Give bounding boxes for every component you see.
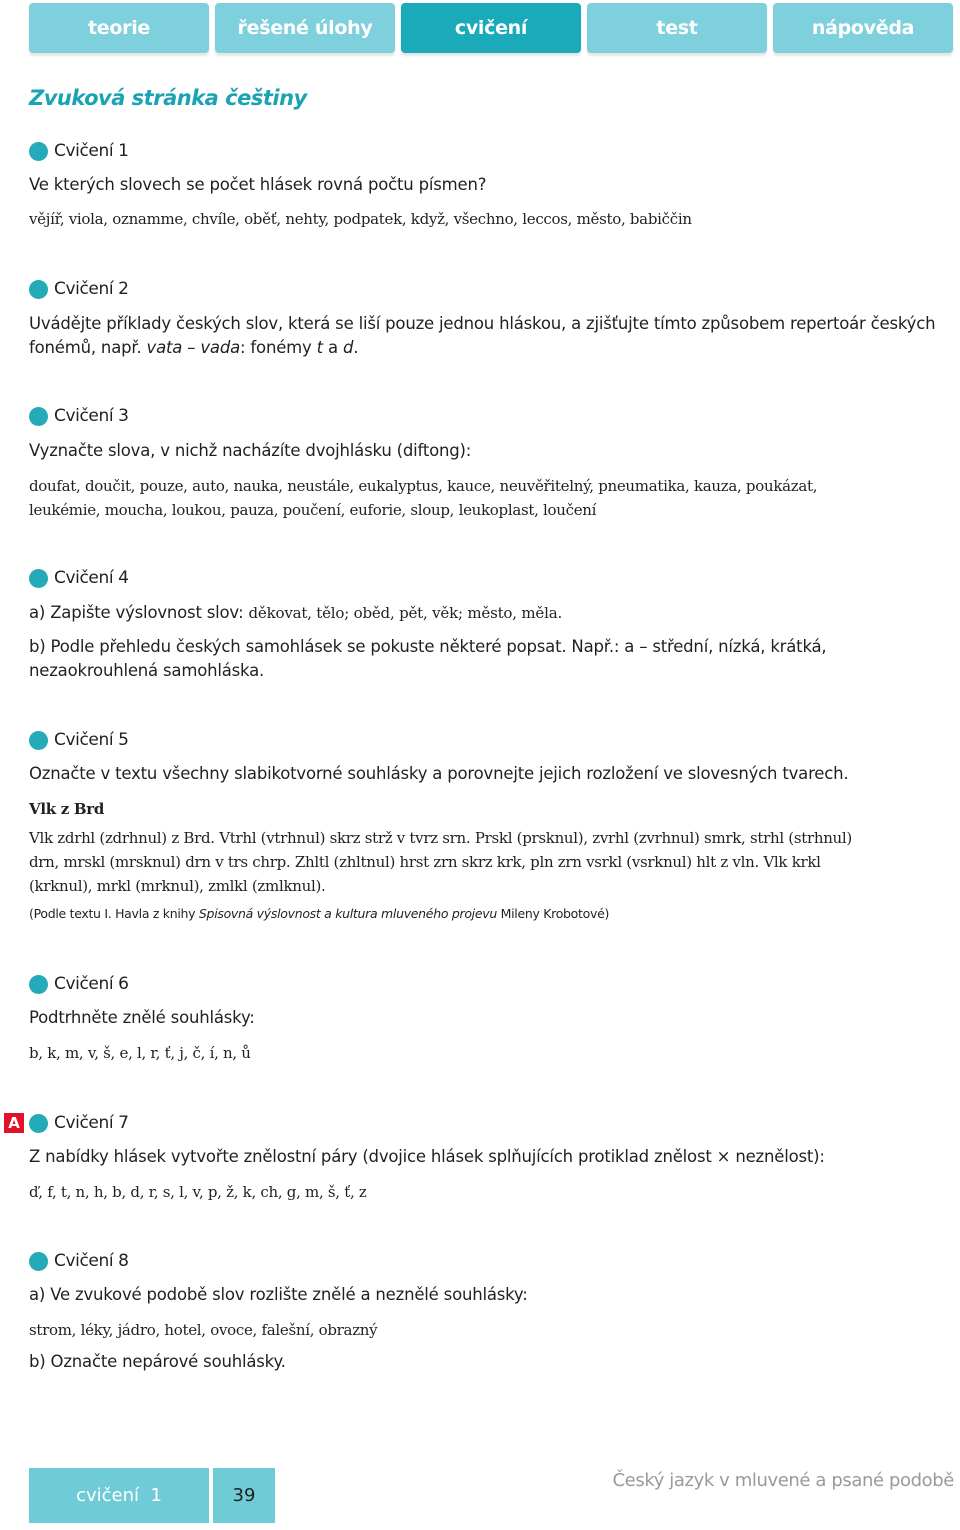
instruction-line <box>29 336 954 360</box>
tab-cviceni[interactable]: cvičení <box>401 3 581 53</box>
exercise-8-task-a: a) Ve zvukové podobě slov rozlište znělé a neznělé souhlásky: <box>29 1285 528 1304</box>
bullet-icon <box>29 569 48 588</box>
text: a <box>322 338 343 357</box>
bullet-icon <box>29 280 48 299</box>
phoneme: d <box>342 338 354 357</box>
exercise-7-heading <box>29 1112 129 1134</box>
story-line: Vlk zdrhl (zdrhnul) z Brd. Vtrhl (vtrhnul) skrz strž v tvrz srn. Prskl (prsknul), zvrhl (zvrhnul) smrk, strhl (strhnul) <box>29 829 852 847</box>
exercise-7-instruction: Z nabídky hlásek vytvořte znělostní páry (dvojice hlásek splňujících protiklad znělost × neznělost): <box>29 1147 825 1166</box>
story-line: drn, mrskl (mrsknul) drn v trs chrp. Zhltl (zhltnul) hrst zrn skrz krk, pln zrn vsrkl (vsrknul) hlt z vln. Vlk krkl <box>29 853 821 871</box>
phoneme: t <box>316 338 323 357</box>
page-number: 39 <box>213 1468 275 1523</box>
exercise-3-instruction: Vyznačte slova, v nichž nacházíte dvojhlásku (diftong): <box>29 441 472 460</box>
bullet-icon <box>29 975 48 994</box>
example-word: vada <box>200 338 241 357</box>
task-line: b) Podle přehledu českých samohlásek se pokuste některé popsat. Např.: a – střední, nízká, krátká, <box>29 637 827 656</box>
advanced-badge: A <box>4 1113 24 1133</box>
exercise-1-heading <box>29 140 129 162</box>
exercise-7-letters: ď, f, t, n, h, b, d, r, s, l, v, p, ž, k, ch, g, m, š, ť, z <box>29 1183 367 1201</box>
book-title-footer: Český jazyk v mluvené a psané podobě <box>612 1470 954 1491</box>
bullet-icon <box>29 1252 48 1271</box>
exercise-4-task-b <box>29 635 954 683</box>
tab-napoveda[interactable]: nápověda <box>773 3 953 53</box>
exercise-8-task-b: b) Označte nepárové souhlásky. <box>29 1352 286 1371</box>
exercise-label: Cvičení 6 <box>54 974 129 994</box>
exercise-1-instruction: Ve kterých slovech se počet hlásek rovná počtu písmen? <box>29 175 487 194</box>
text: . <box>353 338 359 357</box>
footer-section-label: cvičení 1 <box>29 1468 209 1523</box>
exercise-1-words: vějíř, viola, oznamme, chvíle, oběť, nehty, podpatek, když, všechno, leccos, město, babiččin <box>29 210 692 228</box>
story-line: (krknul), mrkl (mrknul), zmlkl (zmlknul). <box>29 877 326 895</box>
bullet-icon <box>29 1114 48 1133</box>
exercise-4-heading <box>29 567 129 589</box>
exercise-label: Cvičení 3 <box>54 406 129 426</box>
task-text: a) Zapište výslovnost slov: <box>29 603 249 622</box>
exercise-6-letters: b, k, m, v, š, e, l, r, ť, j, č, í, n, ů <box>29 1044 251 1062</box>
tab-teorie[interactable]: teorie <box>29 3 209 53</box>
instruction-line: Uvádějte příklady českých slov, která se liší pouze jednou hláskou, a zjišťujte tímto způsobem repertoár českých <box>29 314 936 333</box>
tab-resene-ulohy[interactable]: řešené úlohy <box>215 3 395 53</box>
exercise-8-heading <box>29 1250 129 1272</box>
exercise-4-task-a <box>29 601 954 625</box>
tab-test[interactable]: test <box>587 3 767 53</box>
dash: – <box>182 338 201 357</box>
exercise-8-words: strom, léky, jádro, hotel, ovoce, falešní, obrazný <box>29 1321 378 1339</box>
bullet-icon <box>29 731 48 750</box>
story-title: Vlk z Brd <box>29 800 105 818</box>
exercise-label: Cvičení 2 <box>54 279 129 299</box>
book-title: Spisovná výslovnost a kultura mluveného projevu <box>198 906 497 921</box>
exercise-label: Cvičení 5 <box>54 730 129 750</box>
bullet-icon <box>29 407 48 426</box>
exercise-3-heading <box>29 405 129 427</box>
citation-text: (Podle textu I. Havla z knihy <box>29 906 199 921</box>
exercise-label: Cvičení 4 <box>54 568 129 588</box>
exercise-3-words <box>29 474 954 522</box>
words-line: doufat, doučit, pouze, auto, nauka, neustále, eukalyptus, kauce, neuvěřitelný, pneumatika, kauza, poukázat, <box>29 477 818 495</box>
text: fonémů, např. <box>29 338 147 357</box>
top-navigation <box>29 3 955 53</box>
text: : fonémy <box>240 338 317 357</box>
task-line: nezaokrouhlená samohláska. <box>29 661 265 680</box>
exercise-6-heading <box>29 973 129 995</box>
exercise-label: Cvičení 7 <box>54 1113 129 1133</box>
bullet-icon <box>29 142 48 161</box>
task-words: děkovat, tělo; oběd, pět, věk; město, měla. <box>248 604 563 622</box>
exercise-2-heading <box>29 278 129 300</box>
citation-text: Mileny Krobotové) <box>496 906 610 921</box>
page-title: Zvuková stránka češtiny <box>29 86 307 110</box>
exercise-5-instruction: Označte v textu všechny slabikotvorné souhlásky a porovnejte jejich rozložení ve slovesných tvarech. <box>29 764 849 783</box>
exercise-label: Cvičení 1 <box>54 141 129 161</box>
words-line: leukémie, moucha, loukou, pauza, poučení, euforie, sloup, leukoplast, loučení <box>29 501 597 519</box>
exercise-6-instruction: Podtrhněte znělé souhlásky: <box>29 1008 255 1027</box>
exercise-2-instruction <box>29 312 954 360</box>
example-word: vata <box>146 338 183 357</box>
source-citation <box>29 906 954 921</box>
exercise-label: Cvičení 8 <box>54 1251 129 1271</box>
exercise-5-heading <box>29 729 129 751</box>
story-text <box>29 826 954 898</box>
